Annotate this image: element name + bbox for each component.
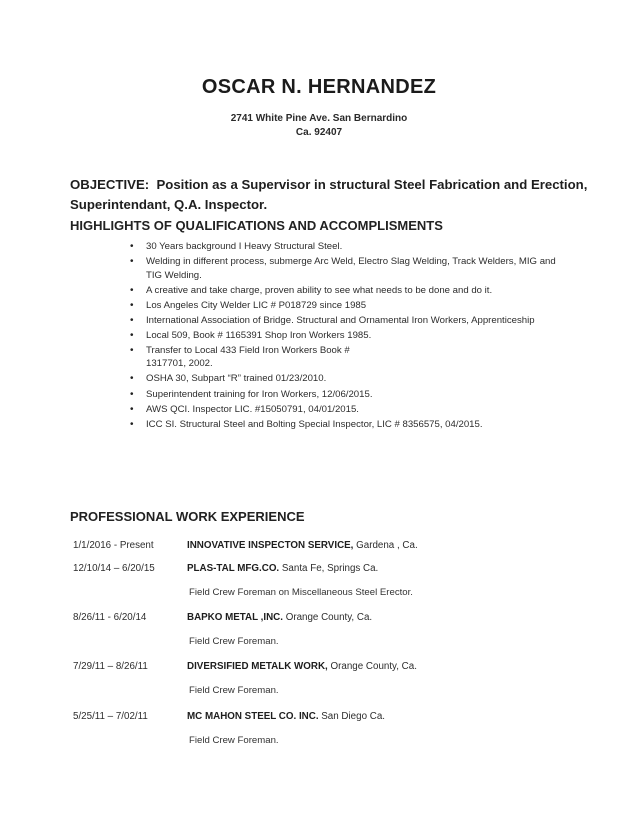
job-location: San Diego Ca. xyxy=(318,711,385,722)
job-company-line xyxy=(187,540,607,551)
list-item-text: Los Angeles City Welder LIC # P018729 since 1985 xyxy=(146,299,367,311)
list-item xyxy=(128,240,568,253)
list-item xyxy=(128,418,568,431)
bullet-icon: • xyxy=(130,329,134,341)
bullet-icon: • xyxy=(130,299,134,311)
job-company-line xyxy=(187,612,607,623)
list-item-text: AWS QCI. Inspector LIC. #15050791, 04/01/2015. xyxy=(146,403,359,415)
objective-label: OBJECTIVE: xyxy=(70,177,150,192)
bullet-icon: • xyxy=(130,256,134,268)
list-item-text: ICC SI. Structural Steel and Bolting Special Inspector, LIC # 8356575, 04/2015. xyxy=(146,418,483,430)
list-item-text: Local 509, Book # 1165391 Shop Iron Workers 1985. xyxy=(146,329,372,341)
job-role: Field Crew Foreman. xyxy=(189,685,279,696)
job-dates: 1/1/2016 - Present xyxy=(73,540,154,551)
job-dates: 7/29/11 – 8/26/11 xyxy=(73,661,148,672)
job-company: BAPKO METAL ,INC. xyxy=(187,612,283,623)
job-company-line xyxy=(187,563,607,574)
job-location: Gardena , Ca. xyxy=(353,540,418,551)
list-item-text: A creative and take charge, proven ability to see what needs to be done and do it. xyxy=(146,284,493,296)
job-location: Orange County, Ca. xyxy=(282,612,373,623)
list-item-text: 30 Years background I Heavy Structural Steel. xyxy=(146,241,343,252)
job-role: Field Crew Foreman. xyxy=(189,735,279,746)
list-item xyxy=(128,255,568,282)
job-dates: 8/26/11 - 6/20/14 xyxy=(73,612,147,623)
job-company: MC MAHON STEEL CO. INC. xyxy=(187,711,319,722)
job-location: Orange County, Ca. xyxy=(327,661,417,672)
objective-section xyxy=(70,175,590,215)
list-item xyxy=(128,344,568,371)
highlights-list xyxy=(128,240,568,433)
list-item xyxy=(128,403,568,416)
list-item xyxy=(128,372,568,385)
job-company: DIVERSIFIED METALK WORK, xyxy=(187,661,328,672)
bullet-icon: • xyxy=(130,284,134,296)
address-line-1: 2741 White Pine Ave. San Bernardino xyxy=(230,113,408,124)
list-item xyxy=(128,284,568,297)
list-item-text: Transfer to Local 433 Field Iron Workers Book # 1317701, 2002. xyxy=(146,344,350,370)
job-company-line xyxy=(187,661,607,672)
job-company: INNOVATIVE INSPECTON SERVICE, xyxy=(187,540,354,551)
address-line-2: Ca. 92407 xyxy=(295,127,343,138)
bullet-icon: • xyxy=(130,241,134,252)
bullet-icon: • xyxy=(130,403,134,415)
bullet-icon: • xyxy=(130,388,134,400)
list-item-text: International Association of Bridge. Structural and Ornamental Iron Workers, Apprenticeship xyxy=(146,314,535,326)
job-dates: 12/10/14 – 6/20/15 xyxy=(73,563,155,574)
bullet-icon: • xyxy=(130,373,134,385)
list-item-text: Superintendent training for Iron Workers, 12/06/2015. xyxy=(146,388,373,400)
resume-name: OSCAR N. HERNANDEZ xyxy=(201,76,437,98)
bullet-icon: • xyxy=(130,314,134,326)
job-role: Field Crew Foreman on Miscellaneous Steel Erector. xyxy=(189,587,413,598)
list-item xyxy=(128,388,568,401)
objective-text: Position as a Supervisor in structural Steel Fabrication and Erection, Superintendant, Q.A. Inspector. xyxy=(70,177,588,212)
list-item xyxy=(128,329,568,342)
job-company-line xyxy=(187,711,607,722)
job-role: Field Crew Foreman. xyxy=(189,636,279,647)
highlights-heading: HIGHLIGHTS OF QUALIFICATIONS AND ACCOMPLISMENTS xyxy=(70,218,443,233)
bullet-icon: • xyxy=(130,418,134,430)
list-item-text: OSHA 30, Subpart “R” trained 01/23/2010. xyxy=(146,373,327,385)
bullet-icon: • xyxy=(130,344,134,356)
list-item-text: Welding in different process, submerge Arc Weld, Electro Slag Welding, Track Welders, MIG and TIG Welding. xyxy=(146,256,556,281)
list-item xyxy=(128,314,568,327)
job-company: PLAS-TAL MFG.CO. xyxy=(187,563,280,574)
experience-heading: PROFESSIONAL WORK EXPERIENCE xyxy=(70,509,305,524)
job-location: Santa Fe, Springs Ca. xyxy=(279,563,379,574)
list-item xyxy=(128,299,568,312)
job-dates: 5/25/11 – 7/02/11 xyxy=(73,711,148,722)
